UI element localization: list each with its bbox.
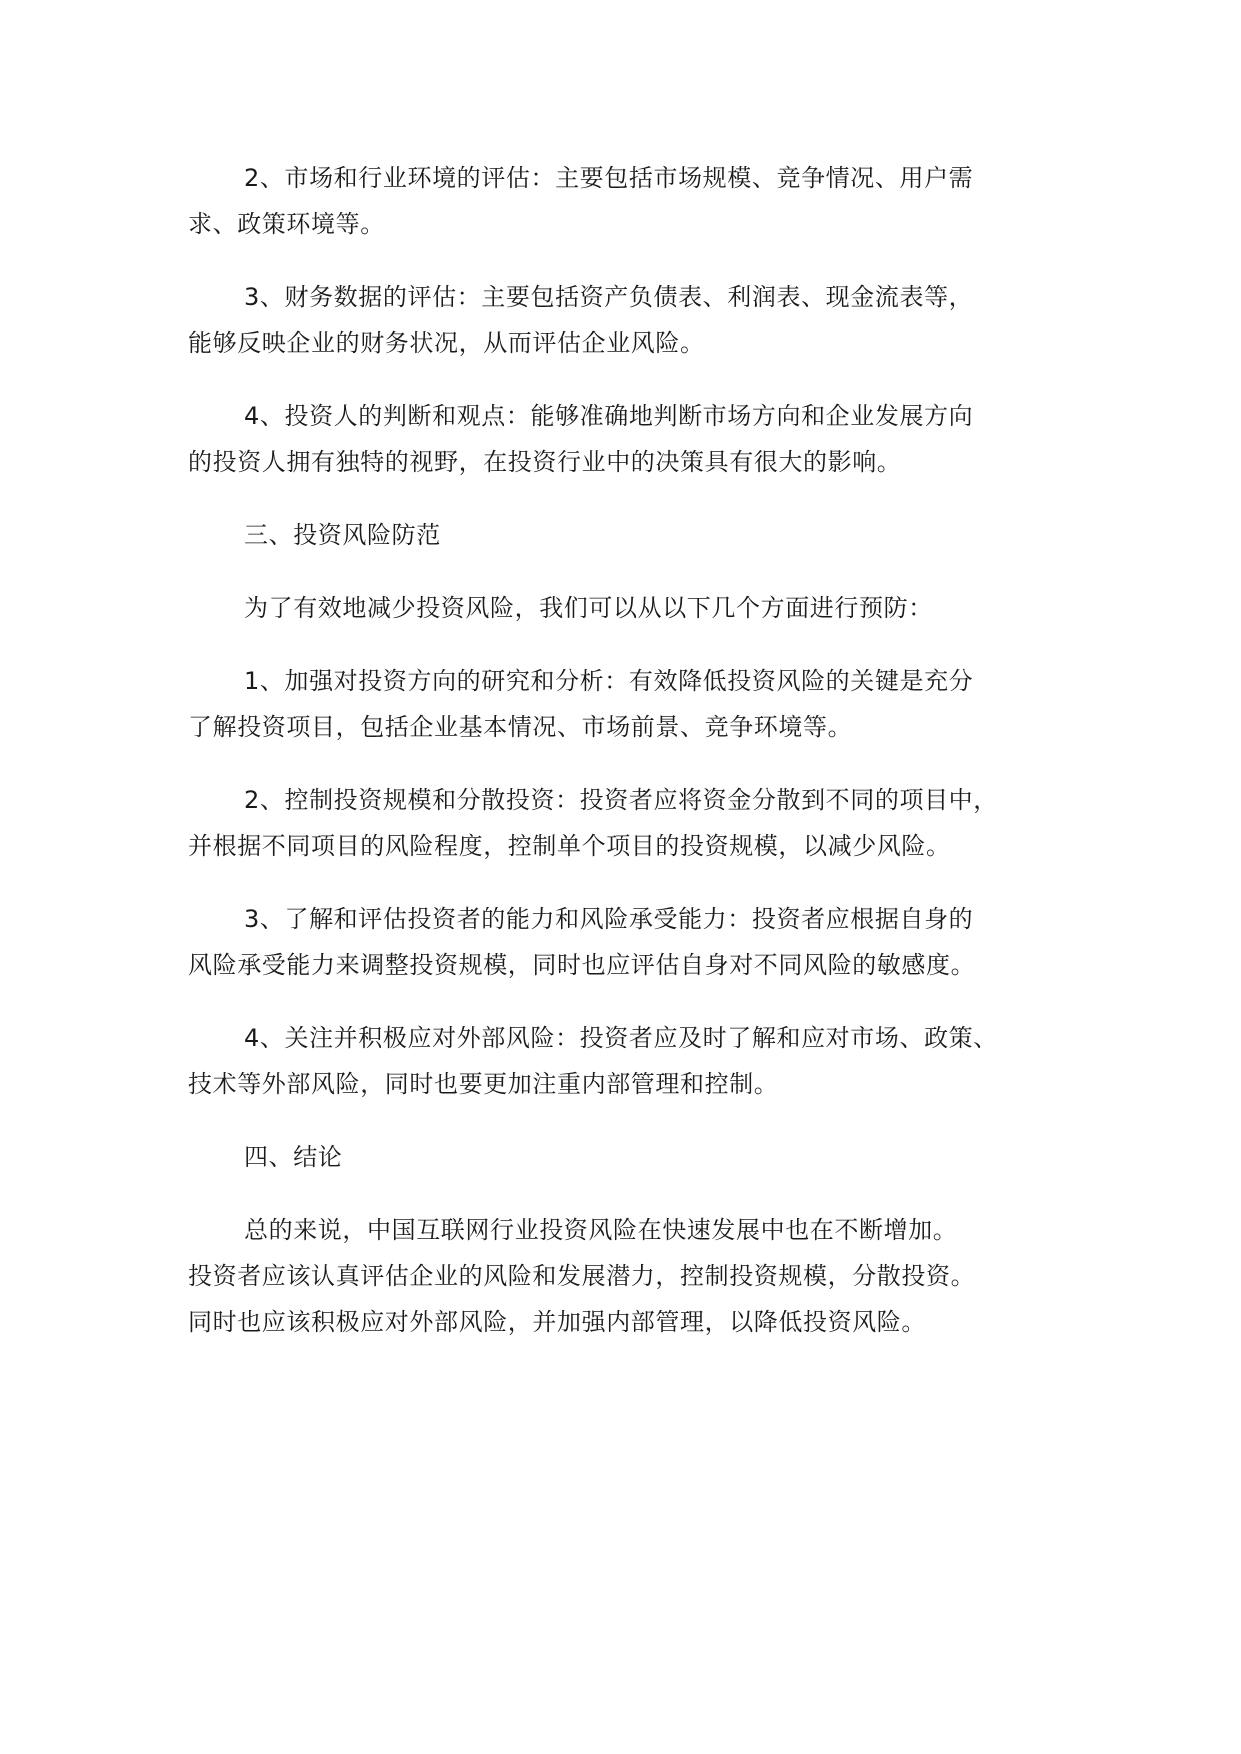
paragraph-line: 3、了解和评估投资者的能力和风险承受能力：投资者应根据自身的	[244, 905, 974, 933]
paragraph-line: 3、财务数据的评估：主要包括资产负债表、利润表、现金流表等，	[244, 283, 974, 311]
paragraph-line: 求、政策环境等。	[188, 210, 385, 238]
paragraph-prevention-intro	[188, 585, 1083, 631]
paragraph-external-risk	[188, 1015, 1083, 1107]
paragraph-line: 4、投资人的判断和观点：能够准确地判断市场方向和企业发展方向	[244, 402, 974, 430]
paragraph-line: 2、控制投资规模和分散投资：投资者应将资金分散到不同的项目中，	[244, 786, 998, 814]
paragraph-line: 风险承受能力来调整投资规模，同时也应评估自身对不同风险的敏感度。	[188, 951, 976, 979]
paragraph-line: 总的来说，中国互联网行业投资风险在快速发展中也在不断增加。	[244, 1216, 958, 1244]
paragraph-research-analysis	[188, 658, 1083, 750]
paragraph-market-environment	[188, 155, 1083, 247]
heading-conclusion	[188, 1134, 1083, 1180]
document-body	[188, 155, 1083, 1372]
paragraph-line: 能够反映企业的财务状况，从而评估企业风险。	[188, 329, 705, 357]
paragraph-investor-judgment	[188, 393, 1083, 485]
paragraph-line: 并根据不同项目的风险程度，控制单个项目的投资规模，以减少风险。	[188, 832, 951, 860]
paragraph-line: 同时也应该积极应对外部风险，并加强内部管理，以降低投资风险。	[188, 1308, 926, 1336]
paragraph-conclusion	[188, 1207, 1083, 1345]
section-heading: 三、投资风险防范	[244, 521, 441, 549]
paragraph-line: 2、市场和行业环境的评估：主要包括市场规模、竞争情况、用户需	[244, 164, 974, 192]
paragraph-line: 技术等外部风险，同时也要更加注重内部管理和控制。	[188, 1070, 779, 1098]
paragraph-line: 了解投资项目，包括企业基本情况、市场前景、竞争环境等。	[188, 713, 853, 741]
paragraph-scale-diversification	[188, 777, 1083, 869]
heading-risk-prevention	[188, 512, 1083, 558]
paragraph-line: 的投资人拥有独特的视野，在投资行业中的决策具有很大的影响。	[188, 448, 902, 476]
paragraph-line: 4、关注并积极应对外部风险：投资者应及时了解和应对市场、政策、	[244, 1024, 998, 1052]
paragraph-line: 为了有效地减少投资风险，我们可以从以下几个方面进行预防：	[244, 594, 933, 622]
section-heading: 四、结论	[244, 1143, 343, 1171]
paragraph-line: 投资者应该认真评估企业的风险和发展潜力，控制投资规模，分散投资。	[188, 1262, 976, 1290]
paragraph-financial-data	[188, 274, 1083, 366]
paragraph-risk-tolerance	[188, 896, 1083, 988]
paragraph-line: 1、加强对投资方向的研究和分析：有效降低投资风险的关键是充分	[244, 667, 974, 695]
